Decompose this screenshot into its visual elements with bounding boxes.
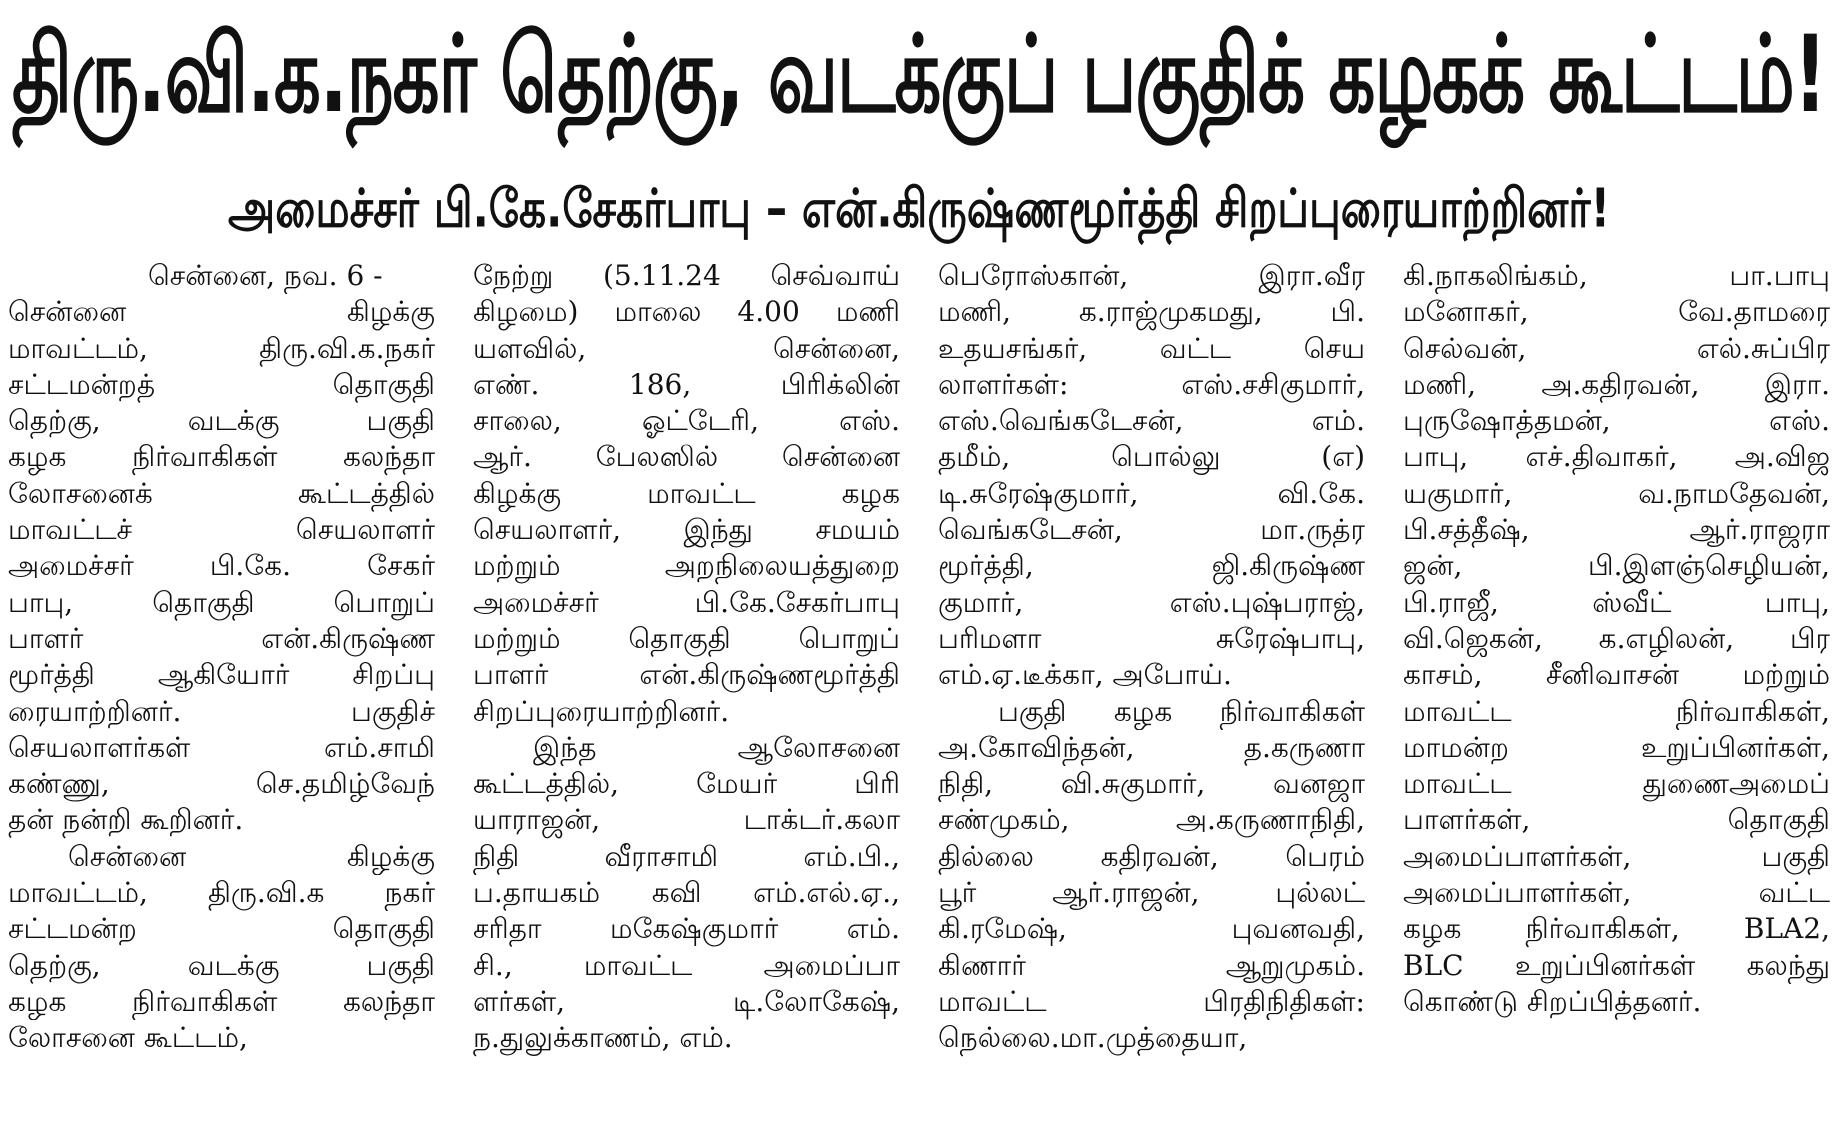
article-text-line: யகுமார், வ.நாமதேவன்,: [1403, 476, 1830, 510]
article-text-line: எம்.ஏ.டீக்கா, அபோய்.: [938, 658, 1232, 692]
article-text-line: பாளர் என்.கிருஷ்ண: [8, 621, 435, 655]
article-text-line: கழக நிர்வாகிகள் கலந்தா: [8, 984, 435, 1018]
article-text-line: தில்லை கதிரவன், பெரம்: [938, 839, 1365, 873]
article-text-line: அமைச்சர் பி.கே.சேகர்பாபு: [473, 585, 900, 619]
article-text-line: கிழமை) மாலை 4.00 மணி: [473, 295, 900, 329]
article-text-line: குமார், எஸ்.புஷ்பராஜ்,: [938, 585, 1365, 619]
article-text-line: கொண்டு சிறப்பித்தனர்.: [1403, 984, 1702, 1018]
article-text-line: பரிமளா சுரேஷ்பாபு,: [938, 621, 1365, 655]
article-text-line: கி.ரமேஷ், புவனவதி,: [938, 912, 1365, 946]
article-text-line: நேற்று (5.11.24 செவ்வாய்: [473, 259, 900, 292]
article-column-4: [1403, 258, 1830, 1130]
article-columns: [8, 258, 1830, 1130]
article-text-line: யளவில், சென்னை,: [473, 331, 900, 365]
article-text-line: மூர்த்தி, ஜி.கிருஷ்ண: [938, 549, 1365, 583]
article-text-line: மாவட்டம், திரு.வி.க.நகர்: [8, 331, 435, 365]
article-text-line: உதயசங்கர், வட்ட செய: [938, 331, 1365, 365]
article-text-line: அமைச்சர் பி.கே. சேகர்: [8, 549, 435, 583]
article-text-line: லாளர்கள்: எஸ்.சசிகுமார்,: [938, 367, 1365, 401]
article-text-line: நிதி வீராசாமி எம்.பி.,: [473, 839, 900, 873]
article-text-line: ரையாற்றினர். பகுதிச்: [8, 694, 435, 728]
article-text-line: தெற்கு, வடக்கு பகுதி: [8, 948, 435, 982]
article-text-line: ந.துலுக்காணம், எம்.: [473, 1021, 733, 1055]
article-text-line: மாவட்டச் செயலாளர்: [8, 513, 435, 547]
article-text-line: செல்வன், எல்.சுப்பிர: [1403, 331, 1830, 365]
article-text-line: கண்ணு, செ.தமிழ்வேந்: [8, 767, 435, 801]
subheadline: அமைச்சர் பி.கே.சேகர்பாபு – என்.கிருஷ்ணமூர்த்தி சிறப்புரையாற்றினர்!: [227, 178, 1611, 240]
article-text-line: புருஷோத்தமன், எஸ்.: [1403, 404, 1830, 438]
article-text-line: கிழக்கு மாவட்ட கழக: [473, 476, 900, 510]
article-column-1: [8, 258, 435, 1130]
article-text-line: யாராஜன், டாக்டர்.கலா: [473, 803, 900, 837]
article-text-line: மனோகர், வே.தாமரை: [1403, 295, 1830, 329]
article-column-2: [473, 258, 900, 1130]
article-text-line: பெரோஸ்கான், இரா.வீர: [938, 259, 1365, 292]
article-text-line: செயலாளர், இந்து சமயம்: [473, 513, 900, 547]
article-text-line: மாவட்ட துணைஅமைப்: [1403, 767, 1830, 801]
article-text-line: பாளர்கள், தொகுதி: [1403, 803, 1830, 837]
article-text-line: வி.ஜெகன், க.எழிலன், பிர: [1403, 621, 1830, 655]
article-text-line: கி.நாகலிங்கம், பா.பாபு: [1403, 259, 1830, 292]
article-text-line: காசம், சீனிவாசன் மற்றும்: [1403, 658, 1830, 692]
article-text-line: ஜன், பி.இளஞ்செழியன்,: [1403, 549, 1830, 583]
article-text-line: செயலாளர்கள் எம்.சாமி: [8, 730, 435, 764]
article-text-line: பி.சத்தீஷ், ஆர்.ராஜரா: [1403, 513, 1830, 547]
article-text-line: மூர்த்தி ஆகியோர் சிறப்பு: [8, 658, 435, 692]
article-text-line: கழக நிர்வாகிகள், BLA2,: [1403, 912, 1830, 946]
article-column-3: [938, 258, 1365, 1130]
article-text-line: எண். 186, பிரிக்லின்: [473, 367, 900, 401]
article-text-line: இந்த ஆலோசனை: [533, 730, 900, 764]
article-text-line: நிதி, வி.சுகுமார், வனஜா: [938, 767, 1365, 801]
article-text-line: சென்னை, நவ. 6 -: [148, 259, 383, 292]
article-text-line: லோசனை கூட்டம்,: [8, 1021, 248, 1055]
article-text-line: மாவட்டம், திரு.வி.க நகர்: [8, 876, 435, 910]
article-text-line: சென்னை கிழக்கு: [68, 839, 435, 873]
article-text-line: தமீம், பொல்லு (எ): [938, 440, 1365, 474]
article-text-line: கிணார் ஆறுமுகம்.: [938, 948, 1365, 982]
article-text-line: மற்றும் அறநிலையத்துறை: [473, 549, 900, 583]
article-text-line: சாலை, ஓட்டேரி, எஸ்.: [473, 404, 900, 438]
headline: திரு.வி.க.நகர் தெற்கு, வடக்குப் பகுதிக் கழகக் கூட்டம்!: [11, 14, 1827, 138]
article-text-line: ஆர். பேலஸில் சென்னை: [473, 440, 900, 474]
article-text-line: நெல்லை.மா.முத்தையா,: [938, 1021, 1248, 1055]
article-text-line: பாபு, எச்.திவாகர், அ.விஜ: [1403, 440, 1830, 474]
article-text-line: மாவட்ட நிர்வாகிகள்,: [1403, 694, 1830, 728]
article-text-line: பூர் ஆர்.ராஜன், புல்லட்: [938, 876, 1365, 910]
article-text-line: சரிதா மகேஷ்குமார் எம்.: [473, 912, 900, 946]
article-text-line: சட்டமன்றத் தொகுதி: [8, 367, 435, 401]
article-text-line: மாமன்ற உறுப்பினர்கள்,: [1403, 730, 1830, 764]
article-text-line: மாவட்ட பிரதிநிதிகள்:: [938, 984, 1365, 1018]
article-text-line: பாபு, தொகுதி பொறுப்: [8, 585, 435, 619]
article-text-line: சிறப்புரையாற்றினர்.: [473, 694, 730, 728]
article-text-line: அமைப்பாளர்கள், பகுதி: [1403, 839, 1830, 873]
article-text-line: கழக நிர்வாகிகள் கலந்தா: [8, 440, 435, 474]
article-text-line: வெங்கடேசன், மா.ருத்ர: [938, 513, 1365, 547]
article-text-line: சி., மாவட்ட அமைப்பா: [473, 948, 900, 982]
article-text-line: மணி, க.ராஜ்முகமது, பி.: [938, 295, 1365, 329]
article-text-line: சட்டமன்ற தொகுதி: [8, 912, 435, 946]
article-text-line: அ.கோவிந்தன், த.கருணா: [938, 730, 1365, 764]
article-text-line: டி.சுரேஷ்குமார், வி.கே.: [938, 476, 1365, 510]
article-text-line: மற்றும் தொகுதி பொறுப்: [473, 621, 900, 655]
article-text-line: தெற்கு, வடக்கு பகுதி: [8, 404, 435, 438]
article-text-line: ப.தாயகம் கவி எம்.எல்.ஏ.,: [473, 876, 900, 910]
article-text-line: பகுதி கழக நிர்வாகிகள்: [998, 694, 1365, 728]
article-text-line: சண்முகம், அ.கருணாநிதி,: [938, 803, 1365, 837]
article-text-line: தன் நன்றி கூறினர்.: [8, 803, 244, 837]
article-text-line: பாளர் என்.கிருஷ்ணமூர்த்தி: [473, 658, 900, 692]
article-text-line: BLC உறுப்பினர்கள் கலந்து: [1403, 948, 1830, 982]
article-text-line: ளர்கள், டி.லோகேஷ்,: [473, 984, 900, 1018]
article-text-line: சென்னை கிழக்கு: [8, 295, 435, 329]
article-text-line: மணி, அ.கதிரவன், இரா.: [1403, 367, 1830, 401]
article-text-line: அமைப்பாளர்கள், வட்ட: [1403, 876, 1830, 910]
article-text-line: லோசனைக் கூட்டத்தில்: [8, 476, 435, 510]
article-text-line: பி.ராஜீ, ஸ்வீட் பாபு,: [1403, 585, 1830, 619]
article-text-line: கூட்டத்தில், மேயர் பிரி: [473, 767, 900, 801]
article-text-line: எஸ்.வெங்கடேசன், எம்.: [938, 404, 1365, 438]
